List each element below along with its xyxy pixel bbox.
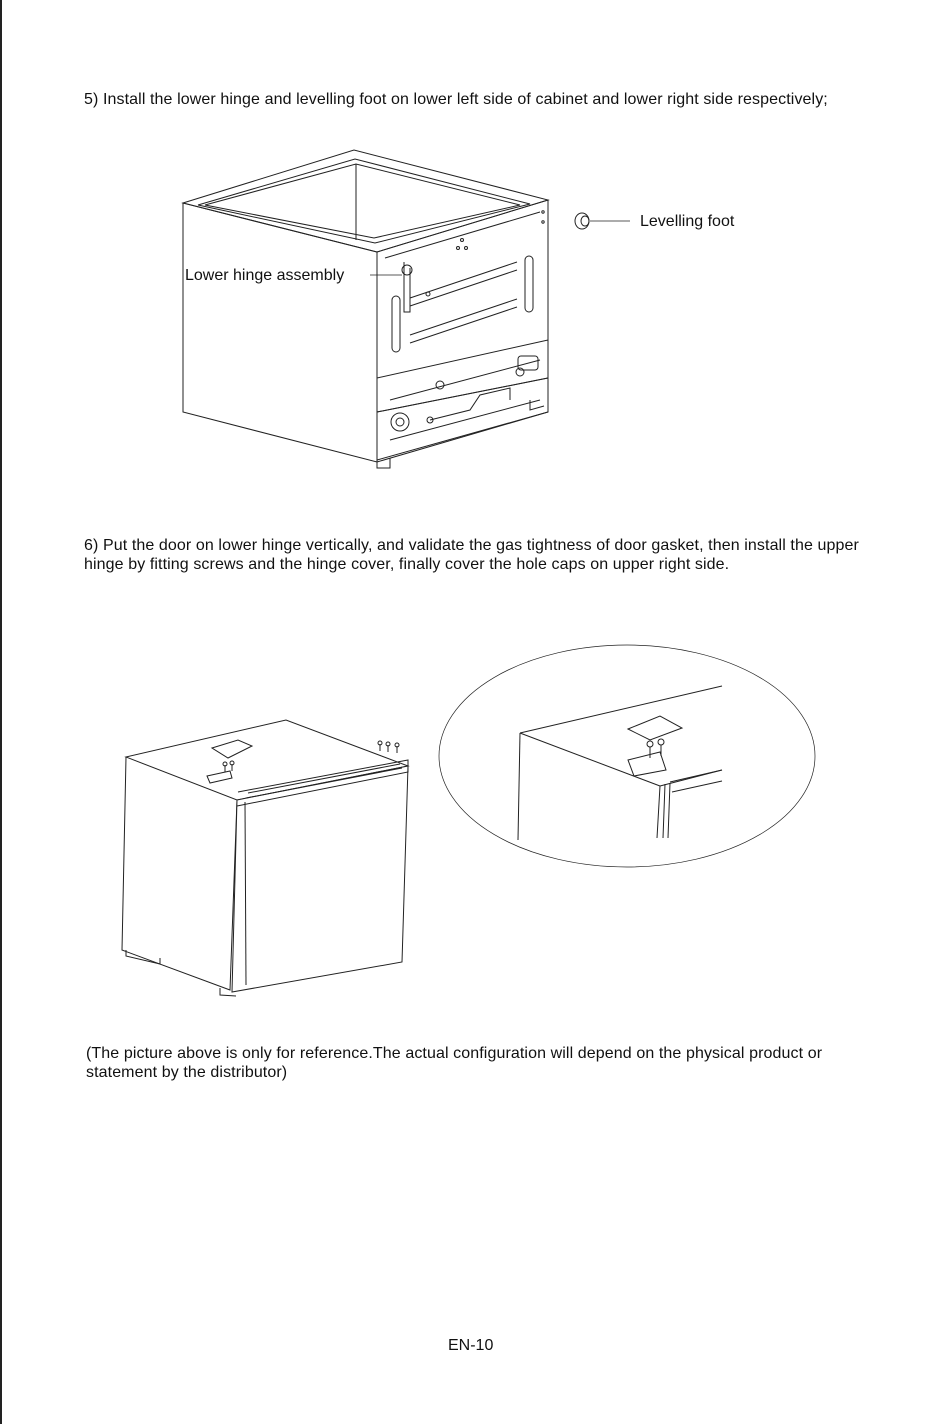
step-5-instruction: 5) Install the lower hinge and levelling foot on lower left side of cabinet and lower right side respectively; xyxy=(84,91,828,108)
step-6-instruction: 6) Put the door on lower hinge vertically, and validate the gas tightness of door gasket, then install the upper hinge by fitting screws and the hinge cover, finally cover the hole caps on upper right side. xyxy=(84,537,859,573)
lower-hinge-assembly-label: Lower hinge assembly xyxy=(185,267,345,284)
page-number: EN-10 xyxy=(448,1337,494,1354)
levelling-foot-label: Levelling foot xyxy=(640,213,735,230)
reference-disclaimer: (The picture above is only for reference.The actual configuration will depend on the physical product or statement by the distributor) xyxy=(86,1045,823,1081)
